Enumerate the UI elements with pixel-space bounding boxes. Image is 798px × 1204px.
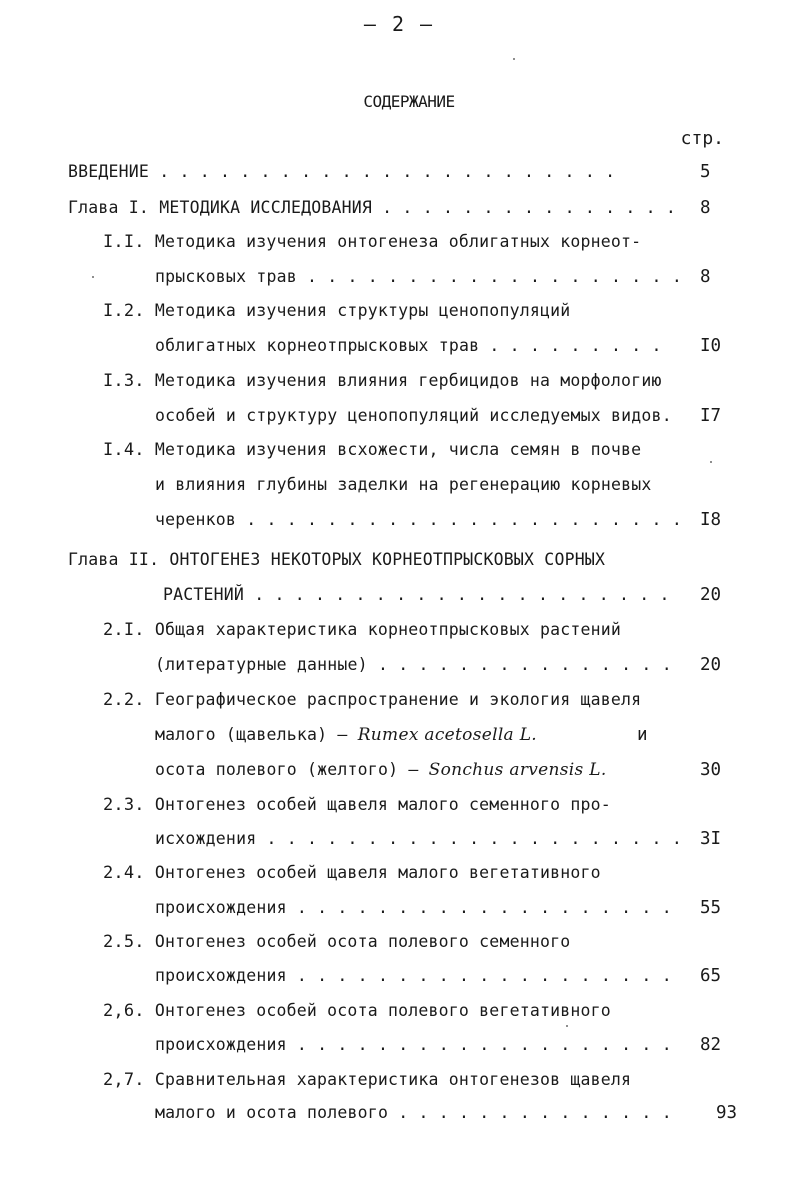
- toc-entry-text: малого и осота полевого . . . . . . . . . . . . . .: [155, 1103, 672, 1122]
- toc-entry-text: Методика изучения структуры ценопопуляций: [154, 301, 571, 320]
- toc-section-number: I.I.: [103, 232, 145, 252]
- page-number: – 2 –: [363, 12, 435, 36]
- toc-entry-text: Общая характеристика корнеотпрысковых растений: [154, 620, 622, 639]
- toc-section-number: 2.2.: [103, 690, 145, 710]
- toc-entry-text: малого (щавелька) –: [155, 725, 358, 744]
- toc-entry-1-1-cont: [155, 267, 682, 287]
- toc-entry-text: исхождения . . . . . . . . . . . . . . . . . . . . .: [155, 829, 682, 848]
- toc-page-number: 8: [700, 267, 711, 287]
- toc-page-number: I0: [700, 336, 722, 356]
- scan-speck: [710, 461, 712, 463]
- toc-entry-2-2: [103, 690, 641, 710]
- toc-entry-1-2-cont: [155, 336, 662, 356]
- toc-entry-2-1: [103, 620, 621, 640]
- toc-entry-text: Онтогенез особей осота полевого семенного: [154, 932, 571, 951]
- toc-section-number: 2.5.: [103, 932, 145, 952]
- toc-chapter-prefix: Глава I.: [68, 198, 150, 217]
- latin-name-rumex: Rumex acetosella L.: [357, 725, 537, 745]
- toc-entry-2-2-cont2: [155, 760, 607, 780]
- toc-entry-text: МЕТОДИКА ИССЛЕДОВАНИЯ . . . . . . . . . . . . . . .: [159, 198, 677, 217]
- toc-entry-2-3-cont: [155, 829, 682, 849]
- toc-page-number: 5: [700, 162, 711, 182]
- toc-entry-text: происхождения . . . . . . . . . . . . . . . . . . .: [155, 1035, 672, 1054]
- toc-entry-2-7: [103, 1070, 631, 1090]
- toc-entry-2-1-cont: [155, 655, 672, 675]
- scan-speck: [566, 1025, 568, 1027]
- toc-entry-chapter-1: [68, 198, 676, 218]
- toc-entry-chapter-2: [68, 550, 605, 570]
- toc-entry-text: Сравнительная характеристика онтогенезов щавеля: [154, 1070, 632, 1089]
- toc-section-number: I.3.: [103, 371, 145, 391]
- toc-entry-2-7-cont: [155, 1103, 672, 1123]
- toc-entry-2-4: [103, 863, 601, 883]
- toc-section-number: 2.I.: [103, 620, 145, 640]
- toc-entry-1-4-cont2: [155, 510, 682, 530]
- toc-page-number: 65: [700, 966, 722, 986]
- toc-entry-text: Методика изучения влияния гербицидов на морфологию: [154, 371, 662, 390]
- toc-section-number: 2,6.: [103, 1001, 145, 1021]
- toc-entry-text: и влияния глубины заделки на регенерацию корневых: [155, 475, 652, 494]
- toc-entry-text: ВВЕДЕНИЕ . . . . . . . . . . . . . . . . . . . . . . .: [68, 162, 616, 181]
- toc-entry-text: происхождения . . . . . . . . . . . . . . . . . . .: [155, 966, 672, 985]
- toc-page-number: 20: [700, 655, 722, 675]
- toc-chapter-prefix: Глава II.: [68, 550, 160, 569]
- page-column-header: стр.: [680, 128, 724, 149]
- toc-page-number: 8: [700, 198, 711, 218]
- toc-entry-chapter-2-cont: [163, 585, 670, 605]
- toc-entry-text: особей и структуру ценопопуляций исследуемых видов.: [155, 406, 672, 425]
- toc-page-number: I8: [700, 510, 722, 530]
- toc-page-number: 55: [700, 898, 722, 918]
- toc-section-number: I.2.: [103, 301, 145, 321]
- toc-entry-text: Онтогенез особей щавеля малого вегетативного: [154, 863, 601, 882]
- toc-section-number: 2,7.: [103, 1070, 145, 1090]
- toc-entry-1-3: [103, 371, 662, 391]
- toc-page-number: 3I: [700, 829, 722, 849]
- toc-entry-text: Онтогенез особей щавеля малого семенного про-: [154, 795, 611, 814]
- toc-entry-text: прысковых трав . . . . . . . . . . . . . . . . . . .: [155, 267, 682, 286]
- toc-entry-1-3-cont: [155, 406, 672, 426]
- toc-entry-introduction: [68, 162, 615, 182]
- toc-section-number: 2.3.: [103, 795, 145, 815]
- toc-entry-text: облигатных корнеотпрысковых трав . . . . . . . . .: [155, 336, 662, 355]
- toc-page-number: 82: [700, 1035, 722, 1055]
- toc-section-number: 2.4.: [103, 863, 145, 883]
- toc-entry-text: Географическое распространение и экология щавеля: [154, 690, 642, 709]
- toc-entry-text: происхождения . . . . . . . . . . . . . . . . . . .: [155, 898, 672, 917]
- toc-entry-text: РАСТЕНИЙ . . . . . . . . . . . . . . . . . . . . .: [163, 585, 670, 604]
- toc-entry-text: черенков . . . . . . . . . . . . . . . . . . . . . .: [155, 510, 682, 529]
- toc-entry-1-2: [103, 301, 570, 321]
- toc-entry-text: осота полевого (желтого) –: [155, 760, 429, 779]
- toc-entry-2-3: [103, 795, 611, 815]
- toc-entry-2-5-cont: [155, 966, 672, 986]
- toc-entry-2-6: [103, 1001, 611, 1021]
- toc-section-number: I.4.: [103, 440, 145, 460]
- toc-entry-text: Методика изучения всхожести, числа семян в почве: [154, 440, 642, 459]
- toc-entry-text: ОНТОГЕНЕЗ НЕКОТОРЫХ КОРНЕОТПРЫСКОВЫХ СОРНЫХ: [169, 550, 606, 569]
- toc-entry-text: Методика изучения онтогенеза облигатных корнеот-: [154, 232, 642, 251]
- toc-page-number: 20: [700, 585, 722, 605]
- toc-page-number: 30: [700, 760, 722, 780]
- toc-page-number: 93: [716, 1103, 738, 1123]
- toc-page-number: I7: [700, 406, 722, 426]
- toc-entry-2-2-cont: [155, 725, 537, 745]
- toc-entry-1-4: [103, 440, 641, 460]
- latin-name-sonchus: Sonchus arvensis L.: [428, 760, 607, 780]
- toc-entry-text: Онтогенез особей осота полевого вегетативного: [154, 1001, 611, 1020]
- toc-entry-text: (литературные данные) . . . . . . . . . . . . . . .: [155, 655, 672, 674]
- toc-title: СОДЕРЖАНИЕ: [363, 92, 455, 111]
- toc-entry-2-6-cont: [155, 1035, 672, 1055]
- toc-entry-2-5: [103, 932, 570, 952]
- scan-speck: [92, 276, 94, 278]
- toc-entry-2-4-cont: [155, 898, 672, 918]
- toc-entry-1-1: [103, 232, 641, 252]
- toc-conjunction: и: [637, 725, 648, 745]
- toc-entry-1-4-cont: [155, 475, 652, 495]
- scan-speck: [513, 58, 515, 60]
